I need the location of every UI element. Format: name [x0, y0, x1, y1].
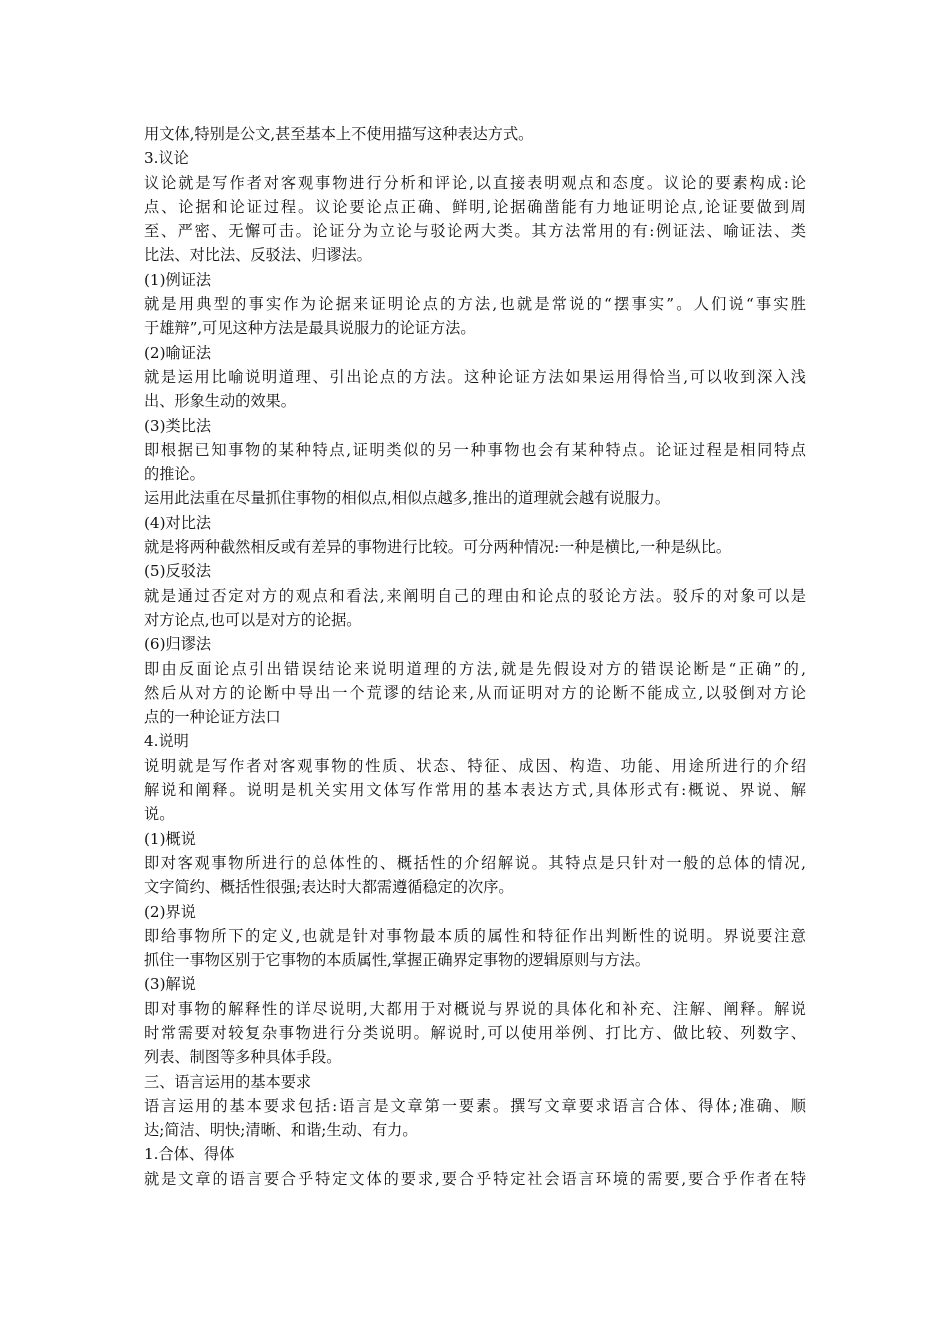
- subsection-heading: (2)界说: [144, 902, 196, 921]
- text-line: 就是运用比喻说明道理、引出论点的方法。这种论证方法如果运用得恰当,可以收到深入浅: [144, 367, 806, 386]
- text-line: 说。: [144, 805, 175, 824]
- text-line: 即对事物的解释性的详尽说明,大都用于对概说与界说的具体化和补充、注解、阐释。解说: [144, 999, 806, 1018]
- chapter-heading: 三、语言运用的基本要求: [144, 1072, 312, 1091]
- text-line: 即对客观事物所进行的总体性的、概括性的介绍解说。其特点是只针对一般的总体的情况,: [144, 853, 806, 872]
- subsection-heading: (1)例证法: [144, 270, 212, 289]
- subsection-heading: (1)概说: [144, 829, 196, 848]
- section-heading: 3.议论: [144, 149, 189, 168]
- subsection-heading: (3)类比法: [144, 416, 212, 435]
- section-heading: 1.合体、得体: [144, 1145, 235, 1164]
- text-line: 时常需要对较复杂事物进行分类说明。解说时,可以使用举例、打比方、做比较、列数字、: [144, 1023, 806, 1042]
- text-line: 运用此法重在尽量抓住事物的相似点,相似点越多,推出的道理就会越有说服力。: [144, 489, 671, 508]
- text-line: 就是用典型的事实作为论据来证明论点的方法,也就是常说的“摆事实”。人们说“事实胜: [144, 295, 806, 314]
- text-line: 就是将两种截然相反或有差异的事物进行比较。可分两种情况:一种是横比,一种是纵比。: [144, 538, 732, 557]
- section-heading: 4.说明: [144, 732, 189, 751]
- text-line: 用文体,特别是公文,甚至基本上不使用描写这种表达方式。: [144, 125, 534, 143]
- subsection-heading: (6)归谬法: [144, 635, 212, 654]
- text-line: 就是通过否定对方的观点和看法,来阐明自己的理由和论点的驳论方法。驳斥的对象可以是: [144, 586, 806, 605]
- text-line: 然后从对方的论断中导出一个荒谬的结论来,从而证明对方的论断不能成立,以驳倒对方论: [144, 683, 806, 702]
- text-line: 即给事物所下的定义,也就是针对事物最本质的属性和特征作出判断性的说明。界说要注意: [144, 926, 806, 945]
- text-line: 于雄辩”,可见这种方法是最具说服力的论证方法。: [144, 319, 476, 338]
- text-line: 比法、对比法、反驳法、归谬法。: [144, 246, 372, 265]
- text-line: 达;简洁、明快;清晰、和谐;生动、有力。: [144, 1121, 418, 1140]
- text-line: 议论就是写作者对客观事物进行分析和评论,以直接表明观点和态度。议论的要素构成:论: [144, 173, 806, 192]
- text-line: 抓住一事物区别于它事物的本质属性,掌握正确界定事物的逻辑原则与方法。: [144, 951, 651, 970]
- text-line: 语言运用的基本要求包括:语言是文章第一要素。撰写文章要求语言合体、得体;准确、顺: [144, 1096, 806, 1115]
- text-line: 即由反面论点引出错误结论来说明道理的方法,就是先假设对方的错误论断是“正确”的,: [144, 659, 806, 678]
- text-line: 就是文章的语言要合乎特定文体的要求,要合乎特定社会语言环境的需要,要合乎作者在特: [144, 1169, 806, 1188]
- text-line: 列表、制图等多种具体手段。: [144, 1048, 342, 1067]
- subsection-heading: (3)解说: [144, 975, 196, 994]
- text-line: 的推论。: [144, 465, 205, 484]
- text-line: 点的一种论证方法口: [144, 708, 281, 727]
- subsection-heading: (5)反驳法: [144, 562, 212, 581]
- text-line: 至、严密、无懈可击。论证分为立论与驳论两大类。其方法常用的有:例证法、喻证法、类: [144, 222, 806, 241]
- text-line: 解说和阐释。说明是机关实用文体写作常用的基本表达方式,具体形式有:概说、界说、解: [144, 781, 806, 800]
- text-line: 出、形象生动的效果。: [144, 392, 296, 411]
- document-page: [144, 122, 806, 1191]
- text-line: 即根据已知事物的某种特点,证明类似的另一种事物也会有某种特点。论证过程是相同特点: [144, 440, 806, 459]
- text-line: 说明就是写作者对客观事物的性质、状态、特征、成因、构造、功能、用途所进行的介绍: [144, 756, 806, 775]
- text-line: 对方论点,也可以是对方的论据。: [144, 610, 362, 629]
- subsection-heading: (2)喻证法: [144, 343, 212, 362]
- text-line: 点、论据和论证过程。议论要论点正确、鲜明,论据确凿能有力地证明论点,论证要做到周: [144, 197, 806, 216]
- text-line: 文字简约、概括性很强;表达时大都需遵循稳定的次序。: [144, 878, 514, 897]
- subsection-heading: (4)对比法: [144, 513, 212, 532]
